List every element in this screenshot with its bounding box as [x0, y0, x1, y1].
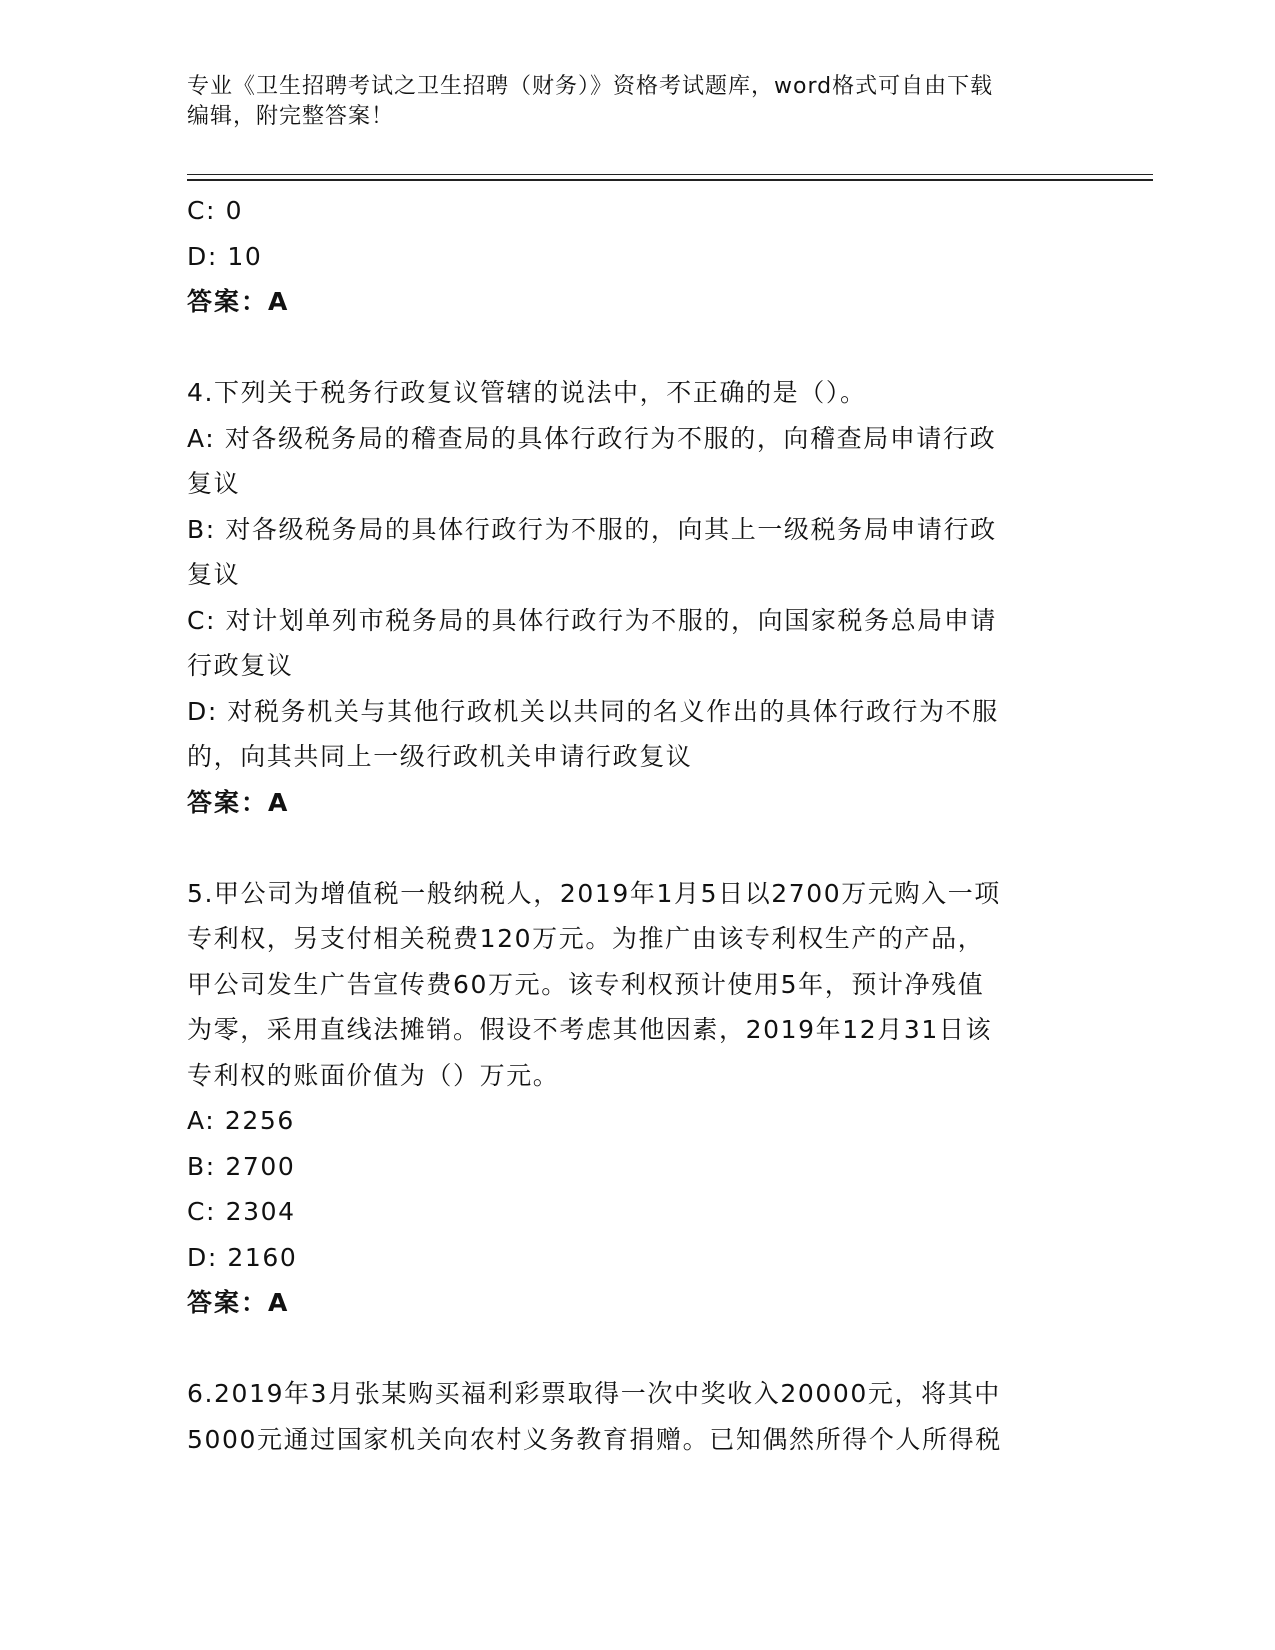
- q5-option-a: A: 2256: [187, 1106, 295, 1135]
- q5-stem-line-4: 为零，采用直线法摊销。假设不考虑其他因素，2019年12月31日该: [187, 1015, 993, 1044]
- q5-stem-line-5: 专利权的账面价值为（）万元。: [187, 1060, 560, 1090]
- q4-option-b-line-2: 复议: [187, 560, 241, 589]
- header-line-2: 编辑，附完整答案！: [187, 104, 395, 129]
- header-line-1: 专业《卫生招聘考试之卫生招聘（财务）》资格考试题库，word格式可自由下载: [187, 74, 994, 99]
- q5-stem-line-1: 5.甲公司为增值税一般纳税人，2019年1月5日以2700万元购入一项: [187, 878, 1001, 908]
- header-divider-thick: [187, 179, 1153, 181]
- q5-stem-line-3: 甲公司发生广告宣传费60万元。该专利权预计使用5年，预计净残值: [187, 969, 985, 999]
- question-spacer: [187, 325, 1087, 371]
- q3-option-c: C: 0: [187, 196, 244, 225]
- q4-option-d-line-1: D: 对税务机关与其他行政机关以共同的名义作出的具体行政行为不服: [187, 696, 999, 726]
- q6-stem-line-2: 5000元通过国家机关向农村义务教育捐赠。已知偶然所得个人所得税: [187, 1424, 1002, 1454]
- q4-option-c-line-1: C: 对计划单列市税务局的具体行政行为不服的，向国家税务总局申请: [187, 605, 998, 635]
- question-content: [187, 188, 1087, 1462]
- q4-option-d-line-2: 的，向其共同上一级行政机关申请行政复议: [187, 742, 693, 771]
- q4-option-b-line-1: B: 对各级税务局的具体行政行为不服的，向其上一级税务局申请行政: [187, 514, 997, 544]
- q4-option-a-line-1: A: 对各级税务局的稽查局的具体行政行为不服的，向稽查局申请行政: [187, 423, 997, 453]
- q4-answer: 答案：A: [187, 787, 290, 817]
- question-spacer: [187, 1326, 1087, 1372]
- q5-option-c: C: 2304: [187, 1197, 296, 1226]
- page-header: [187, 72, 1087, 132]
- q5-stem-line-2: 专利权，另支付相关税费120万元。为推广由该专利权生产的产品，: [187, 924, 985, 953]
- q5-option-b: B: 2700: [187, 1151, 296, 1181]
- q4-option-a-line-2: 复议: [187, 469, 241, 498]
- q3-answer: 答案：A: [187, 287, 290, 316]
- q3-option-d: D: 10: [187, 241, 263, 271]
- q4-stem: 4.下列关于税务行政复议管辖的说法中，不正确的是（）。: [187, 378, 867, 407]
- q5-answer: 答案：A: [187, 1288, 290, 1317]
- q6-stem-line-1: 6.2019年3月张某购买福利彩票取得一次中奖收入20000元，将其中: [187, 1379, 1001, 1408]
- question-spacer: [187, 825, 1087, 871]
- header-divider-thin: [187, 174, 1153, 175]
- q5-option-d: D: 2160: [187, 1242, 298, 1272]
- q4-option-c-line-2: 行政复议: [187, 651, 294, 680]
